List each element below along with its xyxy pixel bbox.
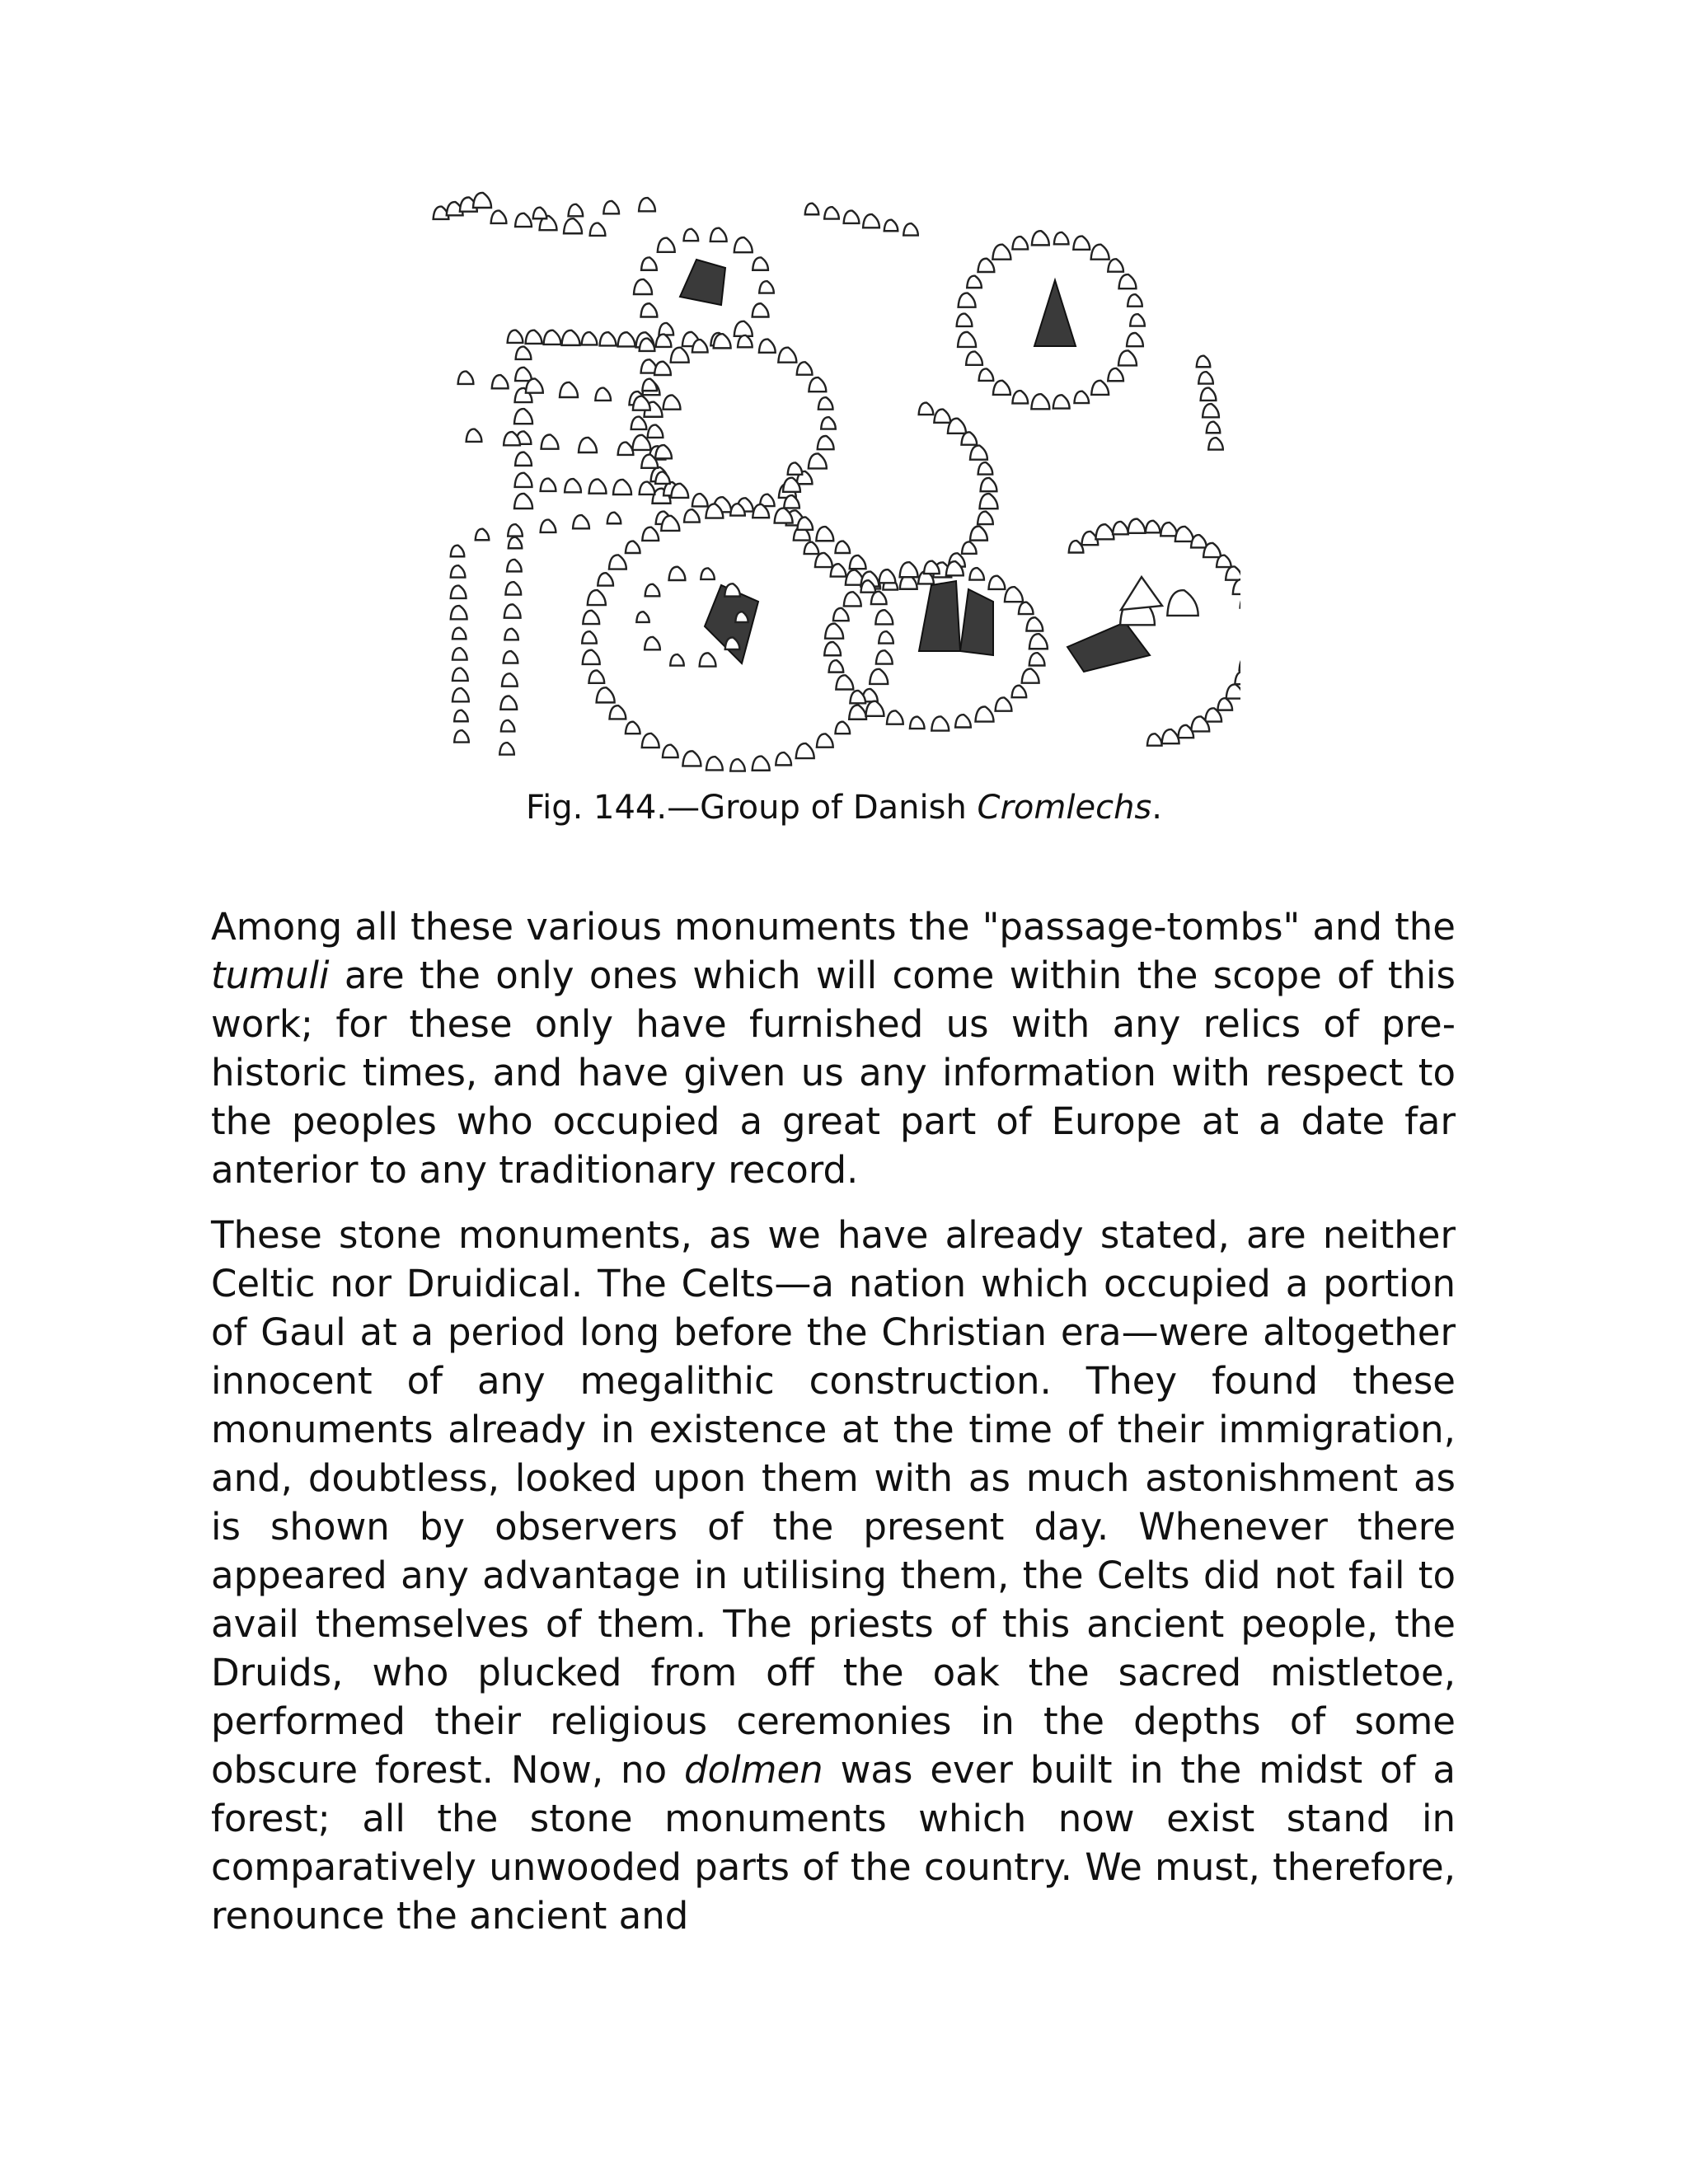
stone-mark <box>989 576 1006 589</box>
stone-mark <box>979 368 994 380</box>
stone-mark <box>648 425 663 438</box>
stone-mark <box>609 705 626 719</box>
stone-mark <box>609 555 626 569</box>
stone-mark <box>640 482 655 494</box>
stone-mark <box>626 541 640 553</box>
stone-mark <box>526 379 543 393</box>
stone-mark <box>542 435 559 449</box>
stone-mark <box>870 669 888 684</box>
stone-mark <box>879 569 896 583</box>
stone-mark <box>875 610 893 624</box>
stone-mark <box>1147 733 1162 745</box>
stone-mark <box>1026 617 1043 630</box>
stone-mark <box>467 429 482 442</box>
stone-mark <box>981 478 997 491</box>
stone-mark <box>1108 368 1123 381</box>
stone-mark <box>1226 684 1240 698</box>
stone-mark <box>835 722 850 733</box>
stone-mark <box>1095 524 1114 539</box>
stone-mark <box>669 567 686 580</box>
stone-mark <box>515 368 532 381</box>
stone-mark <box>603 201 619 213</box>
stone-mark <box>473 193 491 208</box>
stone-mark <box>1053 395 1070 408</box>
stone-mark <box>515 473 532 487</box>
stone-mark <box>1128 294 1142 306</box>
stone-mark <box>1031 394 1049 409</box>
stone-mark <box>451 586 467 598</box>
stone-mark <box>645 584 660 596</box>
stone-mark <box>835 541 850 553</box>
stone-mark <box>903 223 918 235</box>
stone-mark <box>452 648 467 659</box>
stone-mark <box>753 303 769 316</box>
stone-mark <box>1203 543 1221 557</box>
stone-mark <box>1032 231 1049 245</box>
stone-mark <box>1130 314 1145 326</box>
stone-mark <box>569 204 584 216</box>
stone-mark <box>959 293 976 307</box>
stone-mark <box>966 352 982 365</box>
stone-mark <box>948 419 966 434</box>
stone-mark <box>1217 698 1232 710</box>
stone-mark <box>1073 237 1090 250</box>
stone-mark <box>844 211 860 223</box>
stone-mark <box>595 388 611 401</box>
stone-mark <box>919 403 934 415</box>
stone-mark <box>645 637 660 649</box>
stone-mark <box>515 213 532 227</box>
stone-mark <box>509 537 523 549</box>
stone-mark <box>824 642 841 655</box>
stone-mark <box>607 513 621 524</box>
text-run: These stone monuments, as we have already stated, are neither Celtic nor Druidical. The Celts—a nation which occupied a portion of Gaul at a period long before the Christian era—were altogether innocent of any megalithic construction. They found these monuments already in existence at the time of their immigration, and, doubtless, looked upon them with as much astonishment as is shown by observers of the present day. Whenever there appeared any advantage in utilising them, the Celts did not fail to avail themselves of them. The priests of this ancient people, the Druids, who plucked from off the oak the sacred mistletoe, performed their religious ceremonies in the depths of some obscure forest. Now, no <box>211 1213 1456 1792</box>
stone-mark <box>1091 245 1109 260</box>
stone-mark <box>692 340 708 352</box>
stone-mark <box>900 562 918 577</box>
stone-mark <box>634 279 652 294</box>
stone-mark <box>633 396 650 410</box>
stone-mark <box>816 527 833 541</box>
stone-mark <box>809 453 827 468</box>
stone-mark <box>1226 566 1240 579</box>
stone-mark <box>564 218 582 233</box>
stone-mark <box>824 207 839 218</box>
stone-mark <box>1012 686 1027 697</box>
stone-mark <box>452 688 469 701</box>
caption-italic: Cromlechs <box>977 789 1152 827</box>
stone-mark <box>817 733 833 747</box>
stone-mark <box>753 257 768 269</box>
stone-mark <box>996 697 1012 710</box>
stone-mark <box>670 654 684 666</box>
stone-mark <box>730 759 745 771</box>
stone-mark <box>1162 729 1179 743</box>
stone-mark <box>978 512 993 524</box>
stone-mark <box>655 471 670 483</box>
stone-mark <box>541 479 556 491</box>
stone-mark <box>967 276 982 288</box>
stone-mark <box>598 573 613 585</box>
stone-mark <box>583 611 599 624</box>
stone-mark <box>501 720 515 732</box>
stone-mark <box>815 553 832 567</box>
stone-mark <box>641 257 657 269</box>
stone-mark <box>642 379 657 391</box>
stone-mark <box>505 582 521 594</box>
stone-mark <box>975 707 993 722</box>
stone-mark <box>533 208 547 219</box>
stone-mark <box>1074 391 1089 403</box>
stone-mark <box>560 382 578 397</box>
capstone-mark <box>1067 622 1150 672</box>
stone-mark <box>626 722 640 733</box>
stone-mark <box>714 334 731 348</box>
stone-mark <box>1127 333 1143 346</box>
stone-mark <box>931 716 949 730</box>
stone-mark <box>1208 438 1223 449</box>
stone-mark <box>1217 555 1231 567</box>
stone-mark <box>1054 232 1069 244</box>
stone-mark <box>884 220 898 232</box>
stone-mark <box>1167 590 1198 616</box>
stone-mark <box>1012 391 1028 403</box>
stone-mark <box>641 303 658 316</box>
stone-mark <box>970 446 987 460</box>
stone-mark <box>565 479 581 492</box>
stone-mark <box>1197 356 1211 368</box>
paragraph <box>211 1211 1456 1940</box>
stone-mark <box>684 229 699 241</box>
stone-mark <box>710 228 727 241</box>
caption-prefix: Fig. 144.—Group of Danish <box>526 789 978 827</box>
stone-mark <box>797 518 813 530</box>
stone-mark <box>671 348 689 363</box>
stone-mark <box>863 214 879 227</box>
stone-mark <box>504 629 518 640</box>
stone-mark <box>958 332 976 347</box>
stone-mark <box>454 710 468 722</box>
stone-mark <box>588 590 606 605</box>
stone-mark <box>955 715 971 727</box>
stone-mark <box>682 751 701 766</box>
stone-mark <box>1119 274 1137 288</box>
capstone-mark <box>1121 577 1162 610</box>
stone-mark <box>451 546 465 557</box>
stone-mark <box>738 335 753 347</box>
stone-mark <box>654 362 671 375</box>
stone-mark <box>701 568 715 579</box>
stone-mark <box>833 608 849 621</box>
stone-mark <box>957 314 973 326</box>
stone-mark <box>871 592 887 604</box>
stone-mark <box>924 561 940 574</box>
stone-mark <box>1022 668 1039 682</box>
paragraph <box>211 902 1456 1194</box>
stone-mark <box>515 452 532 466</box>
stone-mark <box>639 198 655 211</box>
stone-mark <box>663 745 678 757</box>
cromlech-drawing <box>424 190 1240 775</box>
stone-mark <box>753 757 770 771</box>
stone-mark <box>1029 653 1045 665</box>
stone-mark <box>1019 602 1034 614</box>
stone-mark <box>825 624 843 639</box>
stone-mark <box>500 696 517 709</box>
stone-mark <box>507 560 522 571</box>
text-run: are the only ones which will come within the scope of this work; for these only have furnished us with any relics of pre-historic times, and have given us any information with respect to the peoples who occupied a great part of Europe at a date far anterior to any traditionary record. <box>211 954 1456 1192</box>
stone-mark <box>778 348 796 363</box>
stone-mark <box>910 717 925 729</box>
stone-mark <box>1005 587 1023 602</box>
stone-mark <box>978 259 995 272</box>
stone-mark <box>583 650 600 664</box>
stone-mark <box>452 628 467 640</box>
italic-run: tumuli <box>211 954 330 997</box>
stone-mark <box>589 480 607 494</box>
stone-mark <box>452 668 468 681</box>
stone-mark <box>588 671 604 683</box>
stone-mark <box>1160 523 1177 536</box>
stone-mark <box>491 211 507 223</box>
stone-mark <box>821 417 836 429</box>
stone-mark <box>562 330 580 345</box>
capstone-mark <box>680 260 725 305</box>
stone-mark <box>706 757 723 770</box>
stone-mark <box>1091 381 1109 395</box>
stone-mark <box>636 612 649 622</box>
stone-mark <box>499 743 514 754</box>
stone-mark <box>775 509 793 523</box>
stone-mark <box>809 377 826 391</box>
stone-mark <box>451 606 467 619</box>
stone-mark <box>656 335 672 347</box>
stone-mark <box>1198 372 1213 383</box>
figure-caption <box>0 783 1688 832</box>
stone-mark <box>759 281 774 293</box>
stone-mark <box>784 495 799 508</box>
capstone-mark <box>960 589 993 655</box>
stone-mark <box>1235 672 1240 684</box>
stone-mark <box>865 701 884 716</box>
stone-mark <box>684 509 700 522</box>
stone-mark <box>1012 237 1028 249</box>
stone-mark <box>797 362 813 374</box>
stone-mark <box>658 238 675 252</box>
stone-mark <box>759 340 776 353</box>
stone-mark <box>788 462 803 474</box>
stone-mark <box>876 650 893 663</box>
stone-mark <box>573 515 589 528</box>
stone-mark <box>514 494 532 509</box>
stone-mark <box>451 565 466 577</box>
stone-mark <box>734 237 753 252</box>
stone-mark <box>454 730 469 742</box>
stone-mark <box>1118 350 1137 365</box>
stone-mark <box>969 568 984 579</box>
stone-mark <box>631 417 647 429</box>
capstone-mark <box>919 581 960 651</box>
stone-mark <box>850 555 866 569</box>
stone-mark <box>597 687 615 702</box>
stone-mark <box>476 529 490 541</box>
stone-mark <box>992 245 1010 260</box>
stone-mark <box>1203 404 1219 417</box>
stone-mark <box>979 494 997 509</box>
stone-mark <box>590 223 606 236</box>
stone-mark <box>1113 522 1128 534</box>
stone-mark <box>618 443 634 455</box>
stone-mark <box>836 675 853 689</box>
stone-mark <box>961 432 977 444</box>
stone-mark <box>805 204 819 215</box>
stone-mark <box>993 381 1010 395</box>
stone-mark <box>692 494 708 506</box>
stone-mark <box>844 592 861 606</box>
stone-mark <box>642 733 659 748</box>
italic-run: dolmen <box>684 1748 823 1792</box>
stone-mark <box>700 653 716 666</box>
stone-mark <box>1146 521 1160 532</box>
stone-mark <box>659 323 673 335</box>
stone-mark <box>1207 422 1221 434</box>
text-run: was ever built in the midst of a forest; all the stone monuments which now exist stand in comparatively unwooded parts of the country. We must, therefore, renounce the ancient and <box>211 1748 1456 1938</box>
stone-mark <box>582 332 598 344</box>
stone-mark <box>1201 388 1217 401</box>
capstone-mark <box>1034 280 1076 346</box>
stone-mark <box>724 583 740 596</box>
stone-mark <box>1233 579 1240 594</box>
stone-mark <box>582 631 597 643</box>
stone-mark <box>849 705 866 719</box>
stone-mark <box>618 332 635 346</box>
stone-mark <box>804 542 819 554</box>
stone-mark <box>1191 535 1207 547</box>
caption-suffix: . <box>1151 789 1162 827</box>
stone-mark <box>504 651 518 663</box>
stone-mark <box>661 516 679 531</box>
stone-mark <box>829 660 844 672</box>
stone-mark <box>934 410 950 423</box>
stone-mark <box>879 631 893 643</box>
stone-mark <box>514 409 532 424</box>
stone-mark <box>655 445 672 458</box>
stone-mark <box>642 527 659 541</box>
stone-mark <box>978 462 993 474</box>
stone-mark <box>502 673 518 686</box>
stone-mark <box>458 372 474 384</box>
stone-mark <box>579 438 597 452</box>
stone-mark <box>962 541 977 553</box>
stone-mark <box>970 526 987 540</box>
stone-mark <box>818 397 833 409</box>
cromlech-illustration <box>424 190 1240 775</box>
stone-mark <box>663 396 681 410</box>
stone-mark <box>508 330 523 343</box>
stone-mark <box>600 332 617 345</box>
stone-mark <box>818 436 834 449</box>
stone-mark <box>1175 527 1193 541</box>
stone-mark <box>1108 259 1123 271</box>
body-text <box>211 902 1456 1957</box>
stone-mark <box>613 480 631 494</box>
stone-mark <box>887 710 903 724</box>
stone-mark <box>734 321 753 336</box>
stone-mark <box>544 330 561 344</box>
stone-mark <box>541 520 556 532</box>
stone-mark <box>492 375 509 388</box>
stone-mark <box>671 484 688 498</box>
text-run: Among all these various monuments the "passage-tombs" and the <box>211 905 1456 949</box>
stone-mark <box>516 347 532 359</box>
stone-mark <box>526 330 542 344</box>
stone-mark <box>1128 519 1146 533</box>
stone-mark <box>796 743 814 758</box>
stone-mark <box>504 604 521 617</box>
stone-mark <box>508 524 523 536</box>
stone-mark <box>1029 634 1048 649</box>
stone-mark <box>776 752 791 765</box>
